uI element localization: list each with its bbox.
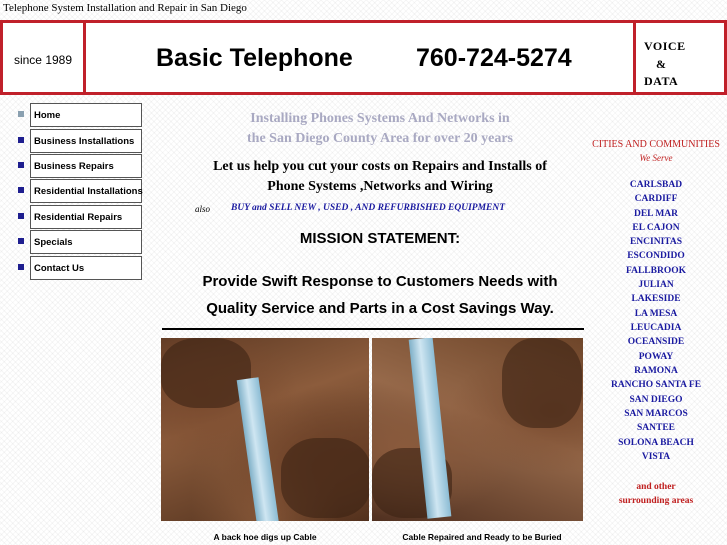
city-item: LEUCADIA [630, 323, 682, 333]
city-item: SAN MARCOS [624, 409, 688, 419]
photo-caption: Cable Repaired and Ready to be Buried [402, 532, 562, 542]
city-item: ESCONDIDO [627, 251, 685, 261]
nav-link[interactable]: Specials [30, 230, 142, 254]
dirt-shape [161, 338, 251, 408]
city-item: CARLSBAD [629, 180, 683, 190]
other-areas: and other [636, 482, 676, 492]
nav-item-business-installations[interactable] [18, 129, 143, 153]
nav-link[interactable]: Business Installations [30, 129, 142, 153]
nav-item-specials[interactable] [18, 230, 143, 254]
voice-line: & [656, 57, 667, 71]
nav-item-contact-us[interactable] [18, 256, 143, 280]
brand-name: Basic Telephone [156, 44, 353, 72]
city-item: RAMONA [634, 366, 678, 376]
nav-link[interactable]: Residential Repairs [30, 205, 142, 229]
cities-subtitle: We Serve [639, 153, 673, 163]
backhoe-photo [161, 338, 369, 521]
repaired-cable-photo [372, 338, 583, 521]
brand-box [83, 20, 636, 95]
city-item: RANCHO SANTA FE [610, 380, 702, 390]
nav-link[interactable]: Contact Us [30, 256, 142, 280]
other-areas: surrounding areas [618, 496, 694, 506]
buy-sell-text: BUY and SELL NEW , USED , AND REFURBISHED EQUIPMENT [231, 203, 506, 213]
city-item: SOLONA BEACH [618, 438, 694, 448]
bullet-icon [18, 187, 24, 193]
since-box [0, 20, 86, 95]
voice-data-box [633, 20, 727, 95]
mission-line: Quality Service and Parts in a Cost Savings Way. [206, 300, 554, 317]
city-item: LA MESA [634, 309, 678, 319]
since-text: since 1989 [13, 53, 73, 67]
bullet-icon [18, 213, 24, 219]
nav-link[interactable]: Residential Installations [30, 179, 142, 203]
mission-line: Provide Swift Response to Customers Needs with [202, 273, 558, 290]
nav-item-business-repairs[interactable] [18, 154, 143, 178]
city-item: SANTEE [636, 423, 675, 433]
also-label: also [195, 204, 211, 214]
city-item: DEL MAR [633, 209, 679, 219]
page-caption: Telephone System Installation and Repair in San Diego [3, 2, 247, 14]
brand-phone: 760-724-5274 [416, 44, 572, 72]
city-item: FALLBROOK [626, 266, 686, 276]
photo-caption: A back hoe digs up Cable [213, 532, 317, 542]
help-line: Phone Systems ,Networks and Wiring [267, 179, 493, 194]
help-line: Let us help you cut your costs on Repairs and Installs of [213, 159, 547, 174]
mission-title: MISSION STATEMENT: [299, 230, 461, 247]
nav-item-residential-repairs[interactable] [18, 205, 143, 229]
nav-item-home[interactable] [18, 103, 143, 127]
city-item: CARDIFF [634, 194, 678, 204]
bullet-icon [18, 137, 24, 143]
intro-line: the San Diego County Area for over 20 years [247, 131, 513, 146]
dirt-shape [281, 438, 369, 518]
nav-item-residential-installations[interactable] [18, 179, 143, 203]
voice-line: VOICE [644, 39, 686, 53]
divider [162, 328, 584, 330]
nav-link[interactable]: Home [30, 103, 142, 127]
city-item: ENCINITAS [629, 237, 683, 247]
city-item: VISTA [641, 452, 671, 462]
city-item: POWAY [638, 352, 674, 362]
voice-line: DATA [644, 74, 679, 88]
intro-line: Installing Phones Systems And Networks in [250, 111, 510, 126]
city-item: OCEANSIDE [627, 337, 685, 347]
city-item: EL CAJON [632, 223, 680, 233]
bullet-icon [18, 162, 24, 168]
bullet-icon [18, 264, 24, 270]
pipe-shape [237, 377, 280, 521]
nav-link[interactable]: Business Repairs [30, 154, 142, 178]
bullet-icon [18, 238, 24, 244]
city-item: SAN DIEGO [629, 395, 683, 405]
header [0, 20, 727, 95]
city-item: LAKESIDE [631, 294, 681, 304]
dirt-shape [502, 338, 582, 428]
cities-title: CITIES AND COMMUNITIES [592, 139, 720, 150]
city-item: JULIAN [638, 280, 674, 290]
bullet-icon [18, 111, 24, 117]
